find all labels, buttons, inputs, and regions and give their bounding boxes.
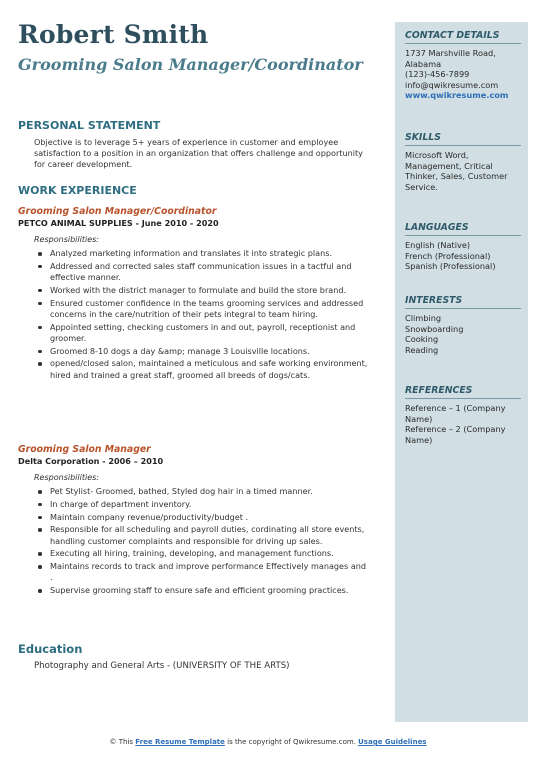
list-item: Climbing — [405, 313, 442, 323]
responsibilities-label: Responsibilities: — [34, 473, 99, 482]
personal-statement-text: Objective is to leverage 5+ years of experience in customer and employee satisfaction to a position in an organization that offers challenge and opportunity for career development. — [34, 137, 363, 170]
list-item: Executing all hiring, training, developing, and management functions. — [34, 548, 370, 559]
education-text: Photography and General Arts - (UNIVERSITY OF THE ARTS) — [34, 661, 290, 671]
interests-list — [405, 313, 523, 355]
list-item: Analyzed marketing information and translates it into strategic plans. — [34, 248, 370, 259]
list-item: Reference – 2 (Company Name) — [405, 424, 506, 445]
list-item: Worked with the district manager to formulate and build the store brand. — [34, 285, 370, 296]
references-title: REFERENCES — [405, 385, 521, 399]
job-title: Grooming Salon Manager/Coordinator — [18, 206, 217, 217]
footer — [0, 738, 536, 746]
address-line: Alabama — [405, 58, 442, 69]
references-list — [405, 403, 523, 445]
skills-text: Microsoft Word, Management, Critical Thinker, Sales, Customer Service. — [405, 150, 508, 192]
list-item: Groomed 8-10 dogs a day &amp; manage 3 Louisville locations. — [34, 346, 370, 357]
job-bullet-list — [34, 248, 370, 382]
website-link[interactable]: www.qwikresume.com — [405, 90, 509, 101]
list-item: Maintains records to track and improve performance Effectively manages and . — [34, 561, 370, 583]
list-item: Appointed setting, checking customers in and out, payroll, receptionist and groomer. — [34, 322, 370, 344]
job-company: Delta Corporation - 2006 – 2010 — [18, 456, 164, 466]
personal-statement-title: PERSONAL STATEMENT — [18, 119, 161, 132]
usage-guidelines-link[interactable]: Usage Guidelines — [358, 738, 427, 746]
footer-prefix: © This — [109, 738, 134, 746]
email-address[interactable]: info@qwikresume.com — [405, 79, 499, 90]
sidebar — [395, 22, 528, 722]
education-title: Education — [18, 642, 83, 656]
list-item: Cooking — [405, 334, 439, 345]
job-bullet-list — [34, 486, 370, 598]
list-item: Maintain company revenue/productivity/budget . — [34, 512, 370, 523]
list-item: In charge of department inventory. — [34, 499, 370, 510]
languages-list — [405, 240, 523, 272]
resume-header — [18, 20, 380, 76]
skills-title: SKILLS — [405, 132, 521, 146]
list-item: opened/closed salon, maintained a meticulous and safe working environment, hired and trained a great staff, groomed all breeds of dogs/cats. — [34, 358, 370, 380]
list-item: Snowboarding — [405, 323, 464, 334]
candidate-role: Grooming Salon Manager/Coordinator — [18, 55, 363, 74]
contact-details — [405, 48, 523, 101]
list-item: Pet Stylist- Groomed, bathed, Styled dog hair in a timed manner. — [34, 486, 370, 497]
list-item: Spanish (Professional) — [405, 261, 496, 272]
phone-number: (123)-456-7899 — [405, 69, 470, 80]
list-item: Reading — [405, 344, 439, 355]
job-company: PETCO ANIMAL SUPPLIES - June 2010 - 2020 — [18, 218, 219, 228]
list-item: Supervise grooming staff to ensure safe and efficient grooming practices. — [34, 585, 370, 596]
list-item: Ensured customer confidence in the teams grooming services and addressed concerns in the care/nutrition of their pets integral to team hiring. — [34, 298, 370, 320]
list-item: Addressed and corrected sales staff communication issues in a tactful and effective manner. — [34, 261, 370, 283]
work-experience-title: WORK EXPERIENCE — [18, 184, 137, 197]
candidate-name: Robert Smith — [18, 20, 209, 49]
contact-details-title: CONTACT DETAILS — [405, 30, 521, 44]
responsibilities-label: Responsibilities: — [34, 235, 99, 244]
footer-copyright-text: is the copyright of Qwikresume.com. — [227, 738, 356, 746]
list-item: English (Native) — [405, 240, 471, 250]
job-title: Grooming Salon Manager — [18, 444, 151, 455]
list-item: Reference – 1 (Company Name) — [405, 403, 506, 424]
address-line: 1737 Marshville Road, — [405, 48, 496, 58]
free-resume-template-link[interactable]: Free Resume Template — [135, 738, 225, 746]
list-item: Responsible for all scheduling and payroll duties, cordinating all store events, handling customer complaints and responsible for driving up sales. — [34, 524, 370, 546]
languages-title: LANGUAGES — [405, 222, 521, 236]
list-item: French (Professional) — [405, 250, 491, 261]
interests-title: INTERESTS — [405, 295, 521, 309]
